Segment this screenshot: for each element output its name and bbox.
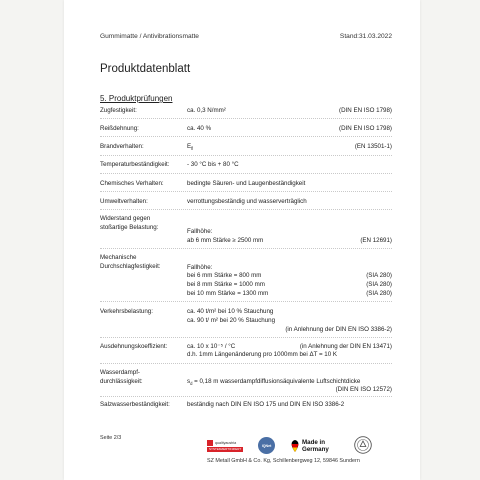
recycling-certificate-icon: [354, 436, 372, 454]
row-value: [187, 143, 193, 154]
row-value: bei 10 mm Stärke = 1300 mm: [187, 290, 269, 297]
row-label: Brandverhalten:: [100, 143, 144, 150]
row-divider: [100, 136, 392, 137]
page-title: Produktdatenblatt: [100, 63, 191, 75]
row-divider: [100, 248, 392, 249]
row-value: ca. 90 t/ m² bei 20 % Stauchung: [187, 317, 276, 324]
row-reference: (SIA 280): [366, 290, 392, 297]
quality-austria-top: [207, 440, 236, 446]
row-divider: [100, 337, 392, 338]
row-reference: (EN 12691): [360, 237, 392, 244]
quality-austria-banner: SYSTEMZERTIFIZIERT: [209, 447, 242, 452]
germany-flag-icon: [290, 440, 300, 452]
row-value: Fallhöhe:: [187, 264, 213, 271]
row-value: ca. 40 %: [187, 125, 212, 132]
sd-value: = 0,18 m wasserdampfdiffusionsäquivalente Luftschichtdicke: [192, 378, 361, 385]
section-heading: 5. Produktprüfungen: [100, 94, 173, 103]
row-value: ca. 40 t/m² bei 10 % Stauchung: [187, 308, 274, 315]
row-value: ca. 0,3 N/mm²: [187, 107, 226, 114]
made-in-germany-text: [302, 439, 329, 453]
row-label: Widerstand gegen: [100, 215, 151, 222]
made-in-line: Made in: [302, 439, 326, 446]
row-value: d.h. 1mm Längenänderung pro 1000mm bei ΔT = 10 K: [187, 351, 338, 358]
row-reference: (in Anlehnung der DIN EN 13471): [299, 343, 392, 350]
row-value: verrottungsbeständig und wasserverträglich: [187, 198, 307, 205]
row-divider: [100, 396, 392, 397]
row-label: Temperaturbeständigkeit:: [100, 161, 170, 168]
made-in-germany-logo: [290, 437, 336, 455]
fire-class-subscript: fl: [191, 146, 194, 152]
row-label: Salzwasserbeständigkeit:: [100, 401, 170, 408]
row-divider: [100, 209, 392, 210]
row-reference: (DIN EN ISO 1798): [339, 107, 392, 114]
page-number: Seite 2/3: [100, 435, 122, 441]
row-label: Durchschlagfestigkeit:: [100, 263, 161, 270]
quality-austria-logo: [207, 439, 255, 453]
row-divider: [100, 118, 392, 119]
sd-symbol: s: [187, 378, 191, 385]
row-reference: (in Anlehnung der DIN EN ISO 3386-2): [285, 326, 392, 333]
header-date: Stand:31.03.2022: [339, 33, 392, 40]
quality-austria-name: qualityaustria: [215, 441, 237, 446]
row-reference: (SIA 280): [366, 281, 392, 288]
fire-class: E: [187, 143, 192, 150]
company-address: SZ Metall GmbH & Co. Kg, Schillenbergweg 12, 59846 Sundern: [207, 458, 360, 464]
germany-line: Germany: [302, 446, 329, 453]
row-label: Zugfestigkeit:: [100, 107, 137, 114]
row-divider: [100, 155, 392, 156]
row-reference: (EN 13501-1): [354, 143, 392, 150]
row-reference: (SIA 280): [366, 272, 392, 279]
iqnet-logo-text: IQNet: [261, 443, 272, 448]
row-value: ab 6 mm Stärke ≥ 2500 mm: [187, 237, 264, 244]
row-label: Wasserdampf-: [100, 369, 140, 376]
row-value: Fallhöhe:: [187, 228, 213, 235]
row-value: - 30 °C bis + 80 °C: [187, 161, 239, 168]
row-label: Mechanische: [100, 254, 137, 261]
row-label: Ausdehnungskoeffizient:: [100, 343, 168, 350]
row-value: ca. 10 x 10⁻⁵ / °C: [187, 343, 236, 350]
iqnet-logo: [258, 437, 275, 454]
row-value: bei 8 mm Stärke = 1000 mm: [187, 281, 265, 288]
row-divider: [100, 301, 392, 302]
sd-subscript: d: [190, 381, 193, 387]
header-product-name: Gummimatte / Antivibrationsmatte: [100, 33, 199, 40]
row-label: Verkehrsbelastung:: [100, 308, 153, 315]
row-reference: (DIN EN ISO 12572): [335, 386, 392, 393]
row-value: [187, 378, 360, 389]
quality-austria-icon: [207, 440, 213, 446]
row-label: Chemisches Verhalten:: [100, 180, 164, 187]
row-label: Reißdehnung:: [100, 125, 139, 132]
row-reference: (DIN EN ISO 1798): [339, 125, 392, 132]
document-page: [64, 0, 420, 480]
row-label: stoßartige Belastung:: [100, 224, 159, 231]
row-value: bedingte Säuren- und Laugenbeständigkeit: [187, 180, 306, 187]
row-label: Umweltverhalten:: [100, 198, 148, 205]
row-value: bei 6 mm Stärke = 800 mm: [187, 272, 262, 279]
row-divider: [100, 173, 392, 174]
row-value: beständig nach DIN EN ISO 175 und DIN EN ISO 3386-2: [187, 401, 345, 408]
row-label: durchlässigkeit:: [100, 378, 143, 385]
row-divider: [100, 191, 392, 192]
row-divider: [100, 363, 392, 364]
